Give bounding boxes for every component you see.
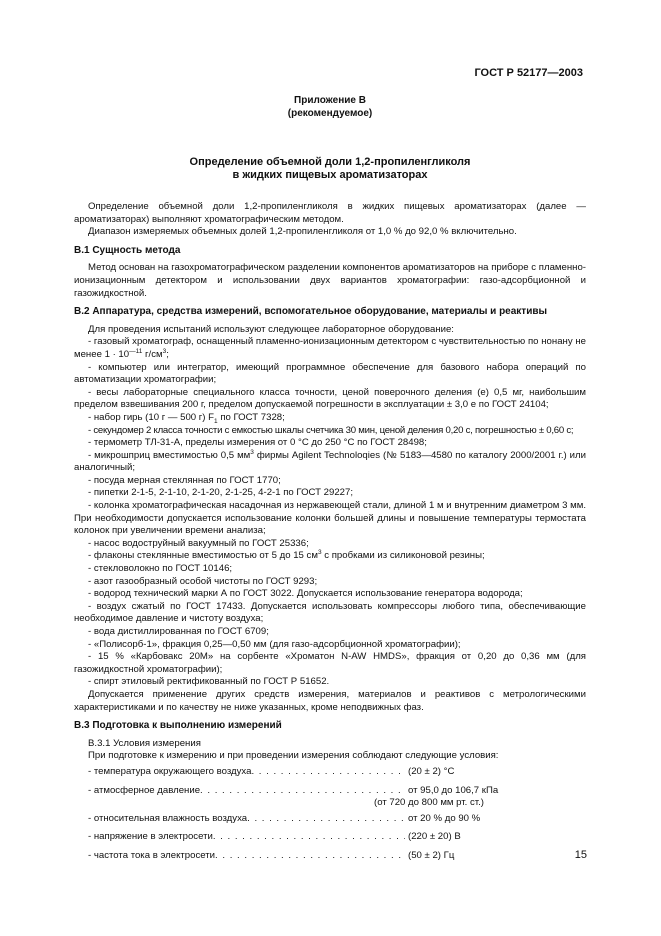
- condition-row: - температура окружающего воздуха . . . (20 ± 2) °С: [74, 766, 586, 779]
- condition-row: - атмосферное давление . . . от 95,0 до 106,7 кПа: [74, 785, 586, 798]
- equipment-item: - вода дистиллированная по ГОСТ 6709;: [88, 626, 269, 637]
- equipment-item: - воздух сжатый по ГОСТ 17433. Допускается использовать компрессоры любого типа, обеспечивающие необходимое давление и чистоту воздуха;: [74, 600, 586, 625]
- section-b1-text: Метод основан на газохроматографическом разделении компонентов ароматизаторов на приборе с пламенно-ионизационным детектором и использовании двух вариантов хроматографии: газо-адсорбционной и газожидкостной.: [74, 262, 586, 299]
- page-number: 15: [574, 849, 587, 861]
- section-b3-heading: В.3 Подготовка к выполнению измерений: [74, 720, 282, 732]
- equipment-item: - спирт этиловый ректификованный по ГОСТ Р 51652.: [88, 676, 330, 688]
- appendix-status: (рекомендуемое): [287, 107, 373, 119]
- condition-value-secondary: (от 720 до 800 мм рт. ст.): [374, 797, 484, 809]
- equipment-item: - колонка хроматографическая насадочная из нержавеющей стали, длиной 1 м и внутренним диаметром 3 мм. При необходимости допускается использование колонки большей длины и повышение температуры термостата колонок при увеличении времени анализа;: [74, 500, 586, 537]
- equipment-item: - посуда мерная стеклянная по ГОСТ 1770;: [88, 474, 281, 486]
- equipment-item: - секундомер 2 класса точности с емкостью шкалы счетчика 30 мин, ценой деления 0,20 с, погрешностью ± 0,60 с;: [88, 424, 574, 436]
- title-line-1: Определение объемной доли 1,2-пропиленгликоля: [189, 156, 471, 168]
- document-title: [74, 156, 586, 182]
- equipment-item: - компьютер или интегратор, имеющий программное обеспечение для базового набора операций по автоматизации хроматографии;: [74, 361, 586, 386]
- equipment-item: - азот газообразный особой чистоты по ГОСТ 9293;: [88, 575, 318, 587]
- equipment-item: - насос водоструйный вакуумный по ГОСТ 25336;: [88, 537, 309, 549]
- equipment-item: - пипетки 2-1-5, 2-1-10, 2-1-20, 2-1-25, 4-2-1 по ГОСТ 29227;: [88, 487, 354, 499]
- equipment-item: - водород технический марки А по ГОСТ 3022. Допускается использование генератора водорода;: [88, 588, 523, 600]
- equipment-item: - 15 % «Карбовакс 20М» на сорбенте «Хроматон N-AW HMDS», фракция от 0,20 до 0,36 мм (для газожидкостной хроматографии);: [74, 651, 586, 675]
- equipment-item: - газовый хроматограф, оснащенный пламенно-ионизационным детектором с чувствительностью по нонану не менее $1 \cdot 10^{—11}$ $г/см^3$;: [74, 336, 586, 360]
- conditions-lead: При подготовке к измерению и при проведении измерения соблюдают следующие условия:: [88, 750, 499, 762]
- intro-paragraph-1: Определение объемной доли 1,2-пропиленгликоля в жидких пищевых ароматизаторах (далее — ароматизаторах) выполняют хроматографическим методом.: [74, 201, 586, 225]
- condition-row: - частота тока в электросети . . . (50 ± 2) Гц: [74, 850, 586, 863]
- equipment-item: - микрошприц вместимостью 0,5 $мм^3$ фирмы Agilent Technoloqies (№ 5183—4580 по каталогу 2000/2001 г.) или аналогичный;: [74, 448, 586, 474]
- title-line-2: в жидких пищевых ароматизаторах: [232, 169, 428, 181]
- condition-row: - относительная влажность воздуха . . . от 20 % до 90 %: [74, 813, 586, 826]
- equipment-item: - «Полисорб-1», фракция 0,25—0,50 мм (для газо-адсорбционной хроматографии);: [88, 638, 461, 650]
- equipment-item: - стекловолокно по ГОСТ 10146;: [88, 563, 233, 575]
- standard-header: ГОСТ Р 52177—2003: [474, 67, 583, 79]
- equipment-item: - набор гирь (10 г — 500 г) $F_1$ по ГОСТ 7328;: [88, 411, 285, 425]
- subsection-b31-heading: В.3.1 Условия измерения: [88, 737, 201, 749]
- section-b2-heading: В.2 Аппаратура, средства измерений, вспомогательное оборудование, материалы и реактивы: [74, 306, 548, 318]
- equipment-item: - термометр ТЛ-31-А, пределы измерения от 0 °С до 250 °С по ГОСТ 28498;: [88, 437, 427, 449]
- equipment-item: - флаконы стеклянные вместимостью от 5 до 15 $см^3$ с пробками из силиконовой резины;: [88, 549, 485, 562]
- page-body: [74, 95, 586, 863]
- condition-row: - напряжение в электросети . . . (220 ± 20) В: [74, 831, 586, 844]
- intro-paragraph-2: Диапазон измеряемых объемных долей 1,2-пропиленгликоля от 1,0 % до 92,0 % включительно.: [88, 226, 517, 238]
- equipment-item: - весы лабораторные специального класса точности, ценой поверочного деления (е) 0,5 мг, наибольшим пределом взвешивания 200 г, пределом допускаемой погрешности в эксплуатации ± 3,0 е по ГОСТ 24104;: [74, 386, 586, 411]
- section-b1-heading: В.1 Сущность метода: [74, 244, 181, 256]
- equipment-tail: Допускается применение других средств измерения, материалов и реактивов с метрологическими характеристиками и по качеству не ниже указанных, кроме неподвижных фаз.: [74, 688, 586, 713]
- equipment-lead: Для проведения испытаний используют следующее лабораторное оборудование:: [88, 323, 454, 335]
- conditions-list: [74, 763, 586, 863]
- appendix-label: Приложение В: [294, 95, 366, 106]
